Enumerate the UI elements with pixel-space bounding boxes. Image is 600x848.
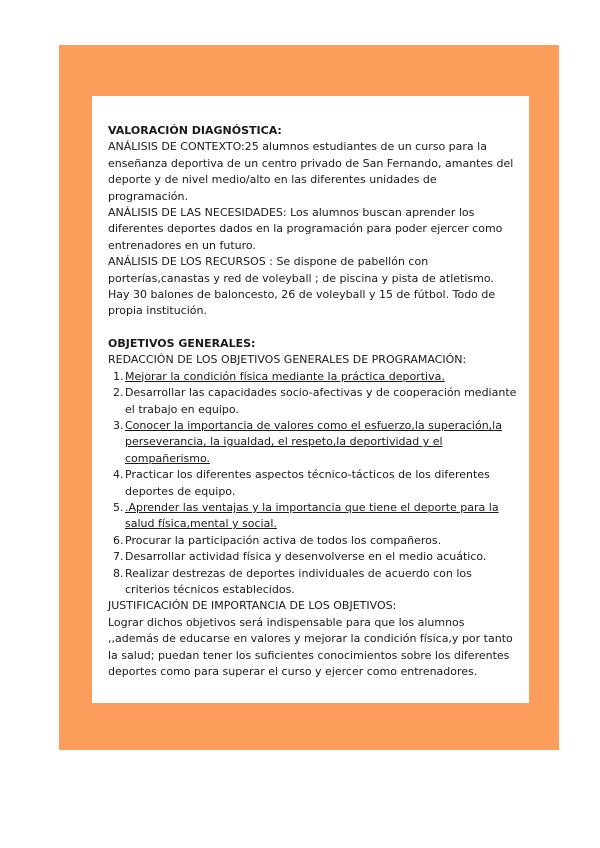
objective-item bbox=[108, 566, 518, 599]
objective-text: Desarrollar actividad física y desenvolverse en el medio acuático. bbox=[125, 550, 487, 564]
objective-text: .Aprender las ventajas y la importancia que tiene el deporte para la salud física,mental y social. bbox=[125, 500, 499, 531]
objective-number: 7. bbox=[113, 550, 124, 564]
document-content bbox=[108, 123, 518, 680]
objective-text: Practicar los diferentes aspectos técnico-tácticos de los diferentes deportes de equipo. bbox=[125, 468, 490, 498]
objective-text: Desarrollar las capacidades socio-afectivas y de cooperación mediante el trabajo en equipo. bbox=[125, 386, 517, 416]
justification-text: Lograr dichos objetivos será indispensable para que los alumnos ,,además de educarse en valores y mejorar la condición física,y por tanto la salud; puedan tener los suficientes conocimientos sobre los diferentes deportes como para superar el curso y ejercer como entrenadores. bbox=[108, 615, 513, 678]
objective-number: 1. bbox=[113, 369, 124, 383]
objective-item bbox=[108, 418, 518, 467]
objective-number: 3. bbox=[113, 418, 124, 432]
needs-analysis: ANÁLISIS DE LAS NECESIDADES: Los alumnos buscan aprender los diferentes deportes dados en la programación para poder ejercer como entrenadores en un futuro. bbox=[108, 206, 503, 252]
objectives-list bbox=[108, 369, 518, 599]
objective-number: 8. bbox=[113, 566, 124, 580]
justification-heading: JUSTIFICACIÓN DE IMPORTANCIA DE LOS OBJETIVOS: bbox=[108, 599, 397, 613]
objective-number: 6. bbox=[113, 533, 124, 547]
objective-text: Procurar la participación activa de todos los compañeros. bbox=[125, 533, 442, 547]
resources-analysis: ANÁLISIS DE LOS RECURSOS : Se dispone de pabellón con porterías,canastas y red de voleyball ; de piscina y pista de atletismo. Hay 30 balones de baloncesto, 26 de voleyball y 15 de fútbol. Todo de propia institución. bbox=[108, 255, 496, 318]
objective-text: Realizar destrezas de deportes individuales de acuerdo con los criterios técnicos establecidos. bbox=[125, 566, 472, 596]
objective-text: Conocer la importancia de valores como el esfuerzo,la superación,la perseverancia, la igualdad, el respeto,la deportividad y el compañerismo. bbox=[125, 418, 502, 465]
objective-item bbox=[108, 369, 518, 385]
objective-item bbox=[108, 533, 518, 549]
objective-number: 2. bbox=[113, 386, 124, 400]
section-spacer bbox=[108, 320, 518, 336]
objective-item bbox=[108, 467, 518, 500]
context-analysis: ANÁLISIS DE CONTEXTO:25 alumnos estudiantes de un curso para la enseñanza deportiva de un centro privado de San Fernando, amantes del deporte y de nivel medio/alto en las diferentes unidades de programación. bbox=[108, 140, 514, 203]
objective-item bbox=[108, 549, 518, 565]
objective-item bbox=[108, 385, 518, 418]
objective-number: 4. bbox=[113, 468, 124, 482]
objectives-subheading: REDACCIÓN DE LOS OBJETIVOS GENERALES DE PROGRAMACIÓN: bbox=[108, 353, 467, 367]
objective-text: Mejorar la condición física mediante la práctica deportiva. bbox=[125, 369, 445, 383]
objectives-heading: OBJETIVOS GENERALES: bbox=[108, 336, 256, 350]
diagnostic-heading: VALORACIÓN DIAGNÓSTICA: bbox=[108, 124, 282, 137]
objective-number: 5. bbox=[113, 500, 124, 514]
objective-item bbox=[108, 500, 518, 533]
